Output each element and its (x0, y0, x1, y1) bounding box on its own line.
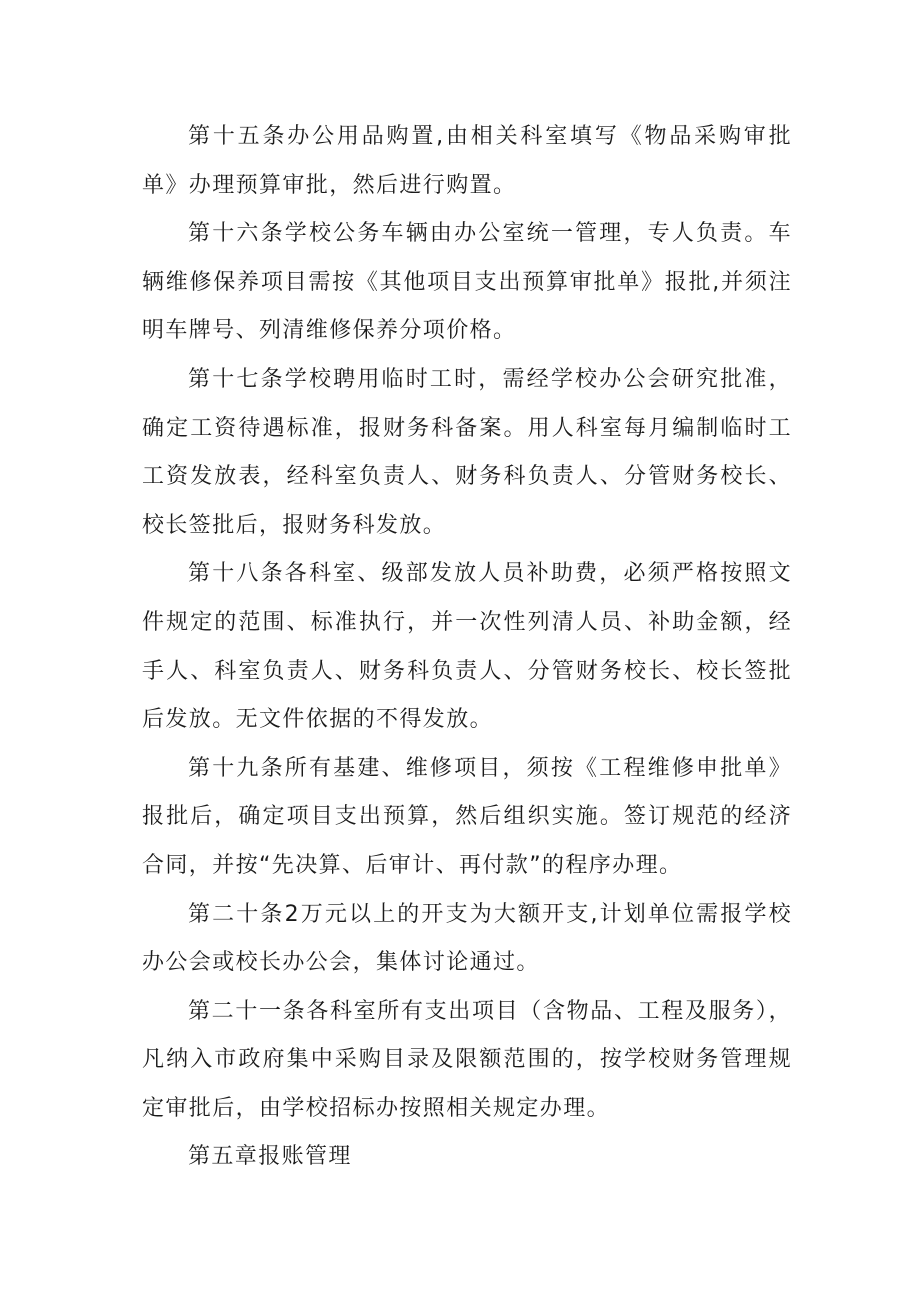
article-18-paragraph: 第十八条各科室、级部发放人员补助费，必须严格按照文件规定的范围、标准执行，并一次性列清人员、补助金额，经手人、科室负责人、财务科负责人、分管财务校长、校长签批后发放。无文件依据的不得发放。 (142, 561, 792, 733)
article-19-paragraph: 第十九条所有基建、维修项目，须按《工程维修申批单》报批后，确定项目支出预算，然后组织实施。签订规范的经济合同，并按“先决算、后审计、再付款”的程序办理。 (142, 755, 792, 878)
article-17-paragraph: 第十七条学校聘用临时工时，需经学校办公会研究批准，确定工资待遇标准，报财务科备案。用人科室每月编制临时工工资发放表，经科室负责人、财务科负责人、分管财务校长、校长签批后，报财务科发放。 (142, 366, 792, 538)
chapter-5-heading: 第五章报账管理 (188, 1144, 352, 1170)
document-body (142, 113, 792, 1182)
article-16-paragraph: 第十六条学校公务车辆由办公室统一管理，专人负责。车辆维修保养项目需按《其他项目支出预算审批单》报批,并须注明车牌号、列清维修保养分项价格。 (142, 221, 792, 344)
article-20-paragraph: 第二十条2万元以上的开支为大额开支,计划单位需报学校办公会或校长办公会，集体讨论通过。 (142, 901, 792, 976)
article-21-paragraph: 第二十一条各科室所有支出项目（含物品、工程及服务），凡纳入市政府集中采购目录及限额范围的，按学校财务管理规定审批后，由学校招标办按照相关规定办理。 (142, 998, 792, 1121)
article-15-paragraph: 第十五条办公用品购置,由相关科室填写《物品采购审批单》办理预算审批，然后进行购置。 (142, 124, 792, 198)
